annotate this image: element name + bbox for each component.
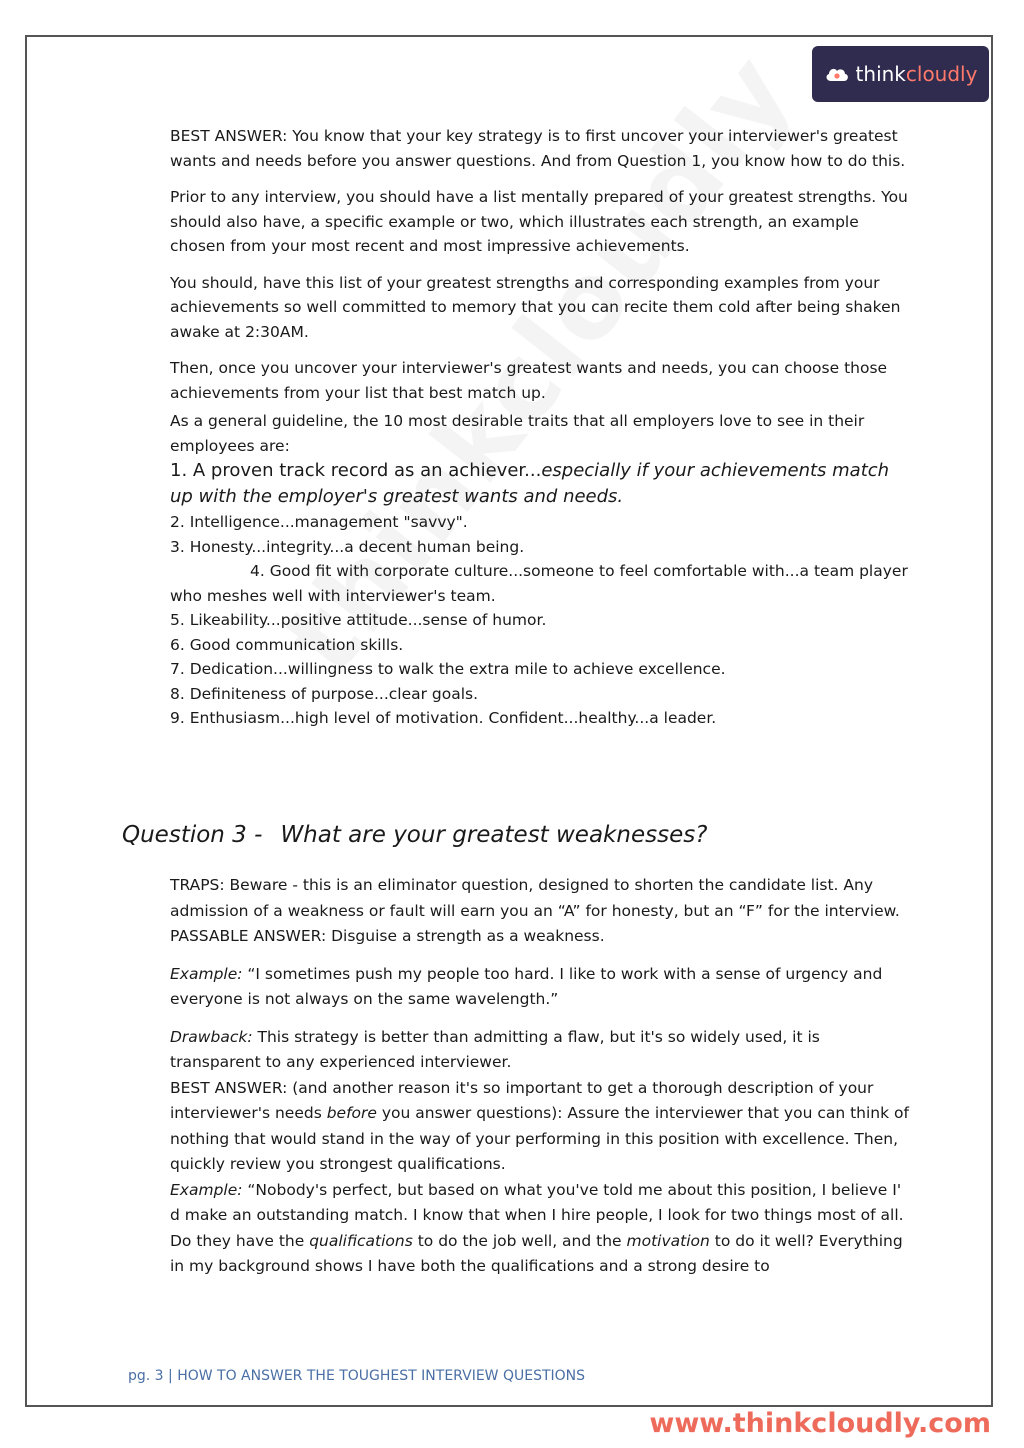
thinkcloudly-logo [812, 46, 989, 102]
paragraph-prior: Prior to any interview, you should have a list mentally prepared of your greatest strengths. You should also have, a specific example or two, which illustrates each strength, an example chosen from your most recent and most impressive achievements. [170, 188, 908, 255]
paragraph-best-answer-q3: BEST ANSWER: (and another reason it's so important to get a thorough description of your interviewer's needs before you answer questions): Assure the interviewer that you can think of nothing that would stand in the way of your performing in this position with excellence. Then, quickly review you strongest qualifications. [170, 1078, 909, 1173]
page-footer: pg. 3 | HOW TO ANSWER THE TOUGHEST INTERVIEW QUESTIONS [128, 1368, 586, 1384]
paragraph-example-2: Example: “Nobody's perfect, but based on what you've told me about this position, I believe I' d make an outstanding match. I know that when I hire people, I look for two things most of all. Do they have the qualifications to do the job well, and the motivation to do it well? Everything in my background shows I have both the qualifications and a strong desire to [170, 1180, 904, 1275]
question-3-content [170, 873, 910, 1280]
trait-3: 3. Honesty...integrity...a decent human being. [170, 537, 525, 556]
logo-text: thinkcloudly [855, 62, 978, 86]
trait-5: 5. Likeability...positive attitude...sense of humor. [170, 611, 547, 629]
paragraph-traps: TRAPS: Beware - this is an eliminator question, designed to shorten the candidate list. Any admission of a weakness or fault will earn you an “A” for honesty, but an “F” for the interview. [170, 876, 900, 920]
question-number: Question 3 - [122, 822, 263, 848]
paragraph-example-1: Example: “I sometimes push my people too hard. I like to work with a sense of urgency and everyone is not always on the same wavelength.” [170, 964, 883, 1008]
paragraph-passable: PASSABLE ANSWER: Disguise a strength as a weakness. [170, 927, 605, 945]
question-text: What are your greatest weaknesses? [280, 822, 708, 848]
trait-8: 8. Definiteness of purpose...clear goals. [170, 684, 479, 703]
question-3-heading [122, 822, 707, 848]
trait-7: 7. Dedication...willingness to walk the extra mile to achieve excellence. [170, 660, 726, 678]
trait-1: 1. A proven track record as an achiever...especially if your achievements match up with the employer's greatest wants and needs. [170, 460, 890, 507]
website-link[interactable]: www.thinkcloudly.com [649, 1408, 991, 1439]
trait-4: 4. Good fit with corporate culture...someone to feel comfortable with...a team player who meshes well with interviewer's team. [170, 562, 908, 605]
trait-2: 2. Intelligence...management "savvy". [170, 513, 468, 531]
paragraph-best-answer: BEST ANSWER: You know that your key strategy is to first uncover your interviewer's greatest wants and needs before you answer questions. And from Question 1, you know how to do this. [170, 127, 906, 170]
paragraph-drawback: Drawback: This strategy is better than admitting a flaw, but it's so widely used, it is transparent to any experienced interviewer. [170, 1027, 820, 1071]
trait-9: 9. Enthusiasm...high level of motivation. Confident...healthy...a leader. [170, 709, 717, 727]
main-content [170, 124, 910, 731]
cloud-icon [824, 65, 850, 83]
trait-6: 6. Good communication skills. [170, 635, 404, 654]
paragraph-then: Then, once you uncover your interviewer's greatest wants and needs, you can choose those achievements from your list that best match up. [170, 359, 888, 402]
paragraph-general: As a general guideline, the 10 most desirable traits that all employers love to see in their employees are: [170, 412, 865, 455]
paragraph-should: You should, have this list of your greatest strengths and corresponding examples from your achievements so well committed to memory that you can recite them cold after being shaken awake at 2:30AM. [170, 273, 901, 341]
